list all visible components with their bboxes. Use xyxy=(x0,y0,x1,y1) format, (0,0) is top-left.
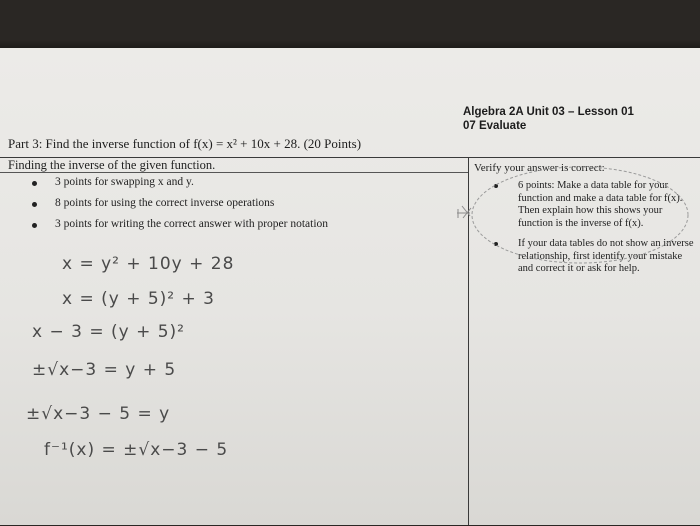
handwritten-step-5: ±√x−3 − 5 = y xyxy=(26,404,171,424)
list-item: 6 points: Make a data table for your function and make a data table for f(x). Then explain how this shows your function is the inverse of f(x). xyxy=(492,180,696,230)
handwritten-step-2: x = (y + 5)² + 3 xyxy=(62,289,215,309)
right-column-heading: Verify your answer is correct: xyxy=(474,162,605,174)
lesson-header xyxy=(463,105,634,133)
lesson-title: Algebra 2A Unit 03 – Lesson 01 xyxy=(463,106,634,118)
handwritten-step-3: x − 3 = (y + 5)² xyxy=(32,322,185,342)
column-divider xyxy=(468,157,469,525)
list-item: 3 points for swapping x and y. xyxy=(30,176,328,197)
left-bullet-list xyxy=(30,176,328,239)
part-title: Part 3: Find the inverse function of f(x) = x² + 10x + 28. (20 Points) xyxy=(8,136,362,151)
list-item: If your data tables do not show an inverse relationship, first identify your mistake and correct it or ask for help. xyxy=(492,238,696,276)
left-column-heading: Finding the inverse of the given function. xyxy=(8,158,216,172)
list-item: 8 points for using the correct inverse operations xyxy=(30,197,328,218)
handwritten-step-4: ±√x−3 = y + 5 xyxy=(32,360,177,380)
lesson-subtitle: 07 Evaluate xyxy=(463,120,527,132)
right-bullet-list xyxy=(492,180,696,284)
handwritten-answer: f⁻¹(x) = ±√x−3 − 5 xyxy=(44,440,229,460)
list-item: 3 points for writing the correct answer with proper notation xyxy=(30,218,328,239)
handwritten-step-1: x = y² + 10y + 28 xyxy=(62,254,235,274)
